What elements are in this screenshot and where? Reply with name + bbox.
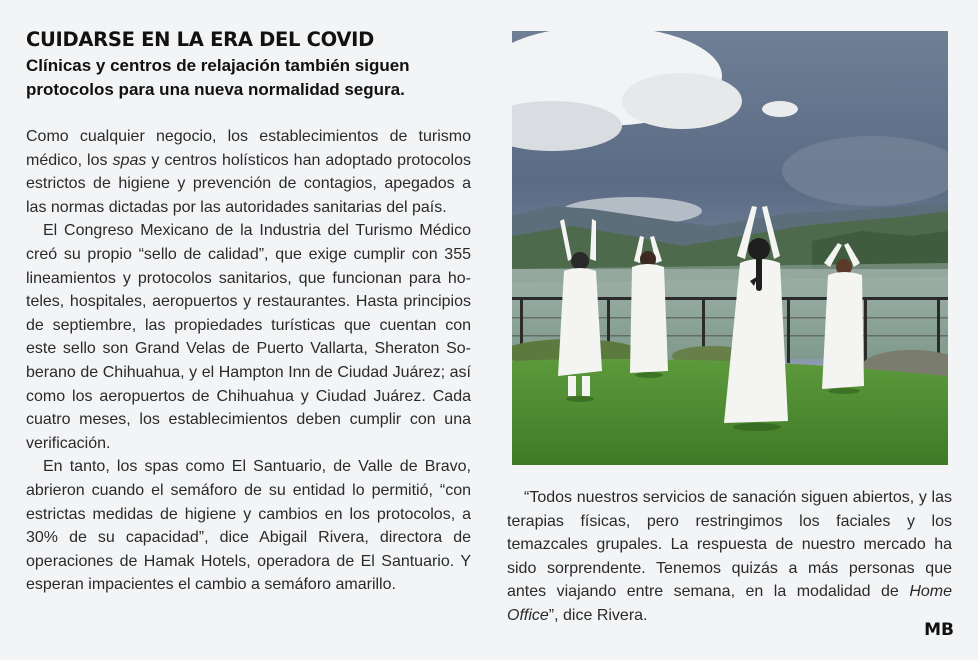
article-body-left xyxy=(26,125,471,597)
paragraph-4-start: “Todos nuestros servicios de sanación siguen abiertos, y las terapias físicas, pero restringimos los faciales y los temazcales grupales. La respuesta de nuestro mercado ha sido sorprendente. Tenemos quizás a más personas que antes viajando entre semana, en la modalidad de xyxy=(507,489,952,601)
publication-logo: MB xyxy=(924,620,954,640)
home-office-emphasis: Home Office xyxy=(507,583,952,624)
article-body-right xyxy=(507,486,952,628)
paragraph-2: El Congreso Mexicano de la Industria del Turismo Médico creó su propio “sello de calidad”, que exige cumplir con 355 lineamientos y protocolos sanitarios, que funcionan para hoteles, hospitales, aeropuertos y restaurantes. Hasta principios de septiembre, las propiedades turísticas que cuentan con este sello son Grand Velas de Puerto Vallarta, Sheraton Soberano de Chihuahua, y el Hampton Inn de Ciudad Juárez; así como los aeropuertos de Chihuahua y Ciudad Juárez. Cada cuatro meses, los establecimientos deben cumplir con una verificación. xyxy=(26,222,471,452)
paragraph-4-end: ”, dice Rivera. xyxy=(548,606,648,624)
article-subtitle: Clínicas y centros de relajación también siguen protocolos para una nueva normalidad segura. xyxy=(26,56,410,99)
spas-emphasis: spas xyxy=(112,151,147,169)
paragraph-1-start: Como cualquier negocio, los establecimientos de turismo médico, los xyxy=(26,128,471,169)
paragraph-1 xyxy=(26,125,471,219)
paragraph-1-end: y centros holísticos han adoptado protocolos estrictos de higiene y prevención de contagios, apegados a las normas dictadas por las autoridades sanitarias del país. xyxy=(26,151,471,216)
paragraph-4 xyxy=(507,486,952,628)
article-title: CUIDARSE EN LA ERA DEL COVID xyxy=(26,28,375,51)
paragraph-3: En tanto, los spas como El Santuario, de Valle de Bravo, abrieron cuando el semáforo de su entidad lo permitió, “con estrictas medidas de higiene y cambios en los protocolos, a 30% de su capacidad”, dice Abigail Rivera, directora de operaciones de Hamak Hotels, operadora de El Santuario. Y esperan impacientes el cambio a semáforo amarillo. xyxy=(26,458,471,594)
yoga-photo xyxy=(512,31,948,465)
